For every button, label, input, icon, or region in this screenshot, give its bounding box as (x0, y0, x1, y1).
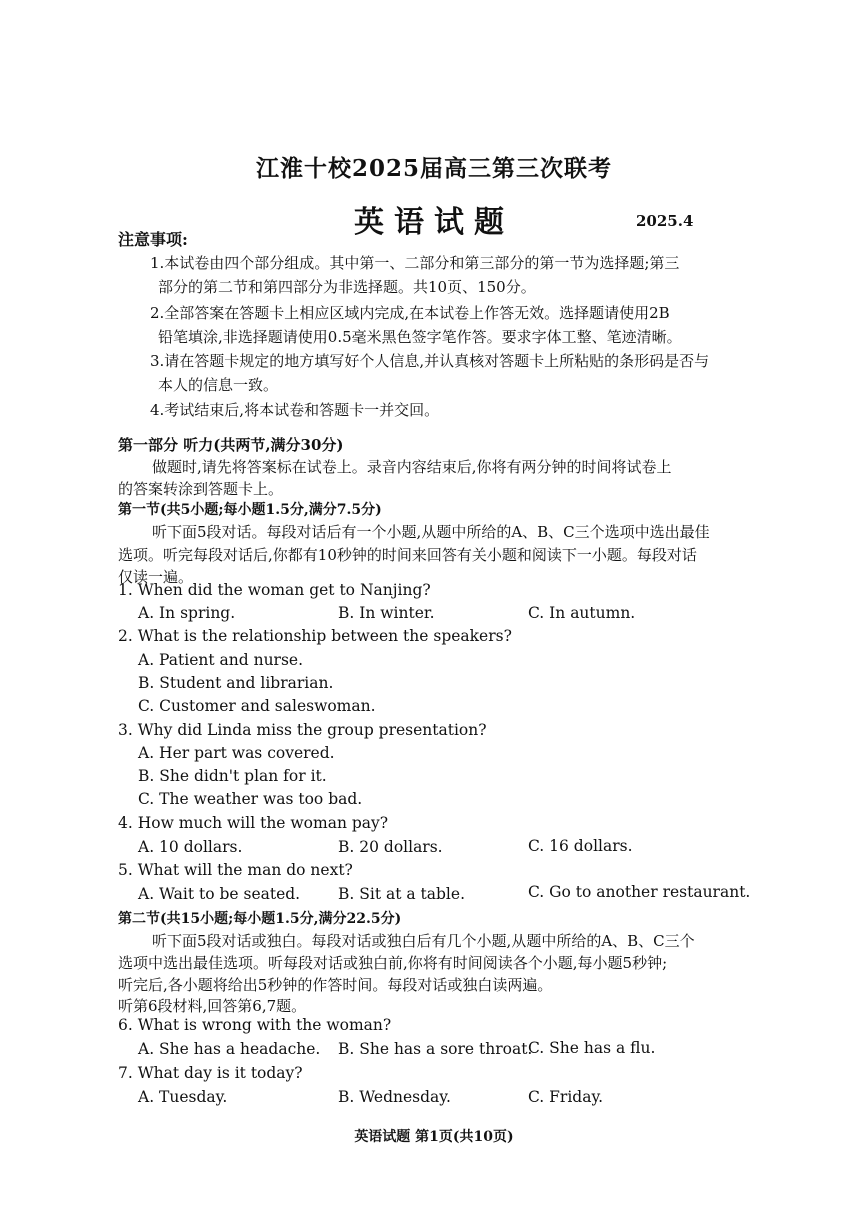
exam-date: 2025.4 (636, 212, 694, 230)
section1-intro: 选项。听完每段对话后,你都有10秒钟的时间来回答有关小题和阅读下一小题。每段对话 (118, 546, 697, 564)
option-a[interactable]: A. 10 dollars. (138, 838, 243, 856)
question-1: 1. When did the woman get to Nanjing? (118, 581, 431, 599)
question-7: 7. What day is it today? (118, 1064, 303, 1082)
notice-line: 3.请在答题卡规定的地方填写好个人信息,并认真核对答题卡上所粘贴的条形码是否与 (150, 352, 710, 370)
section2-heading: 第二节(共15小题;每小题1.5分,满分22.5分) (118, 911, 402, 927)
option-a[interactable]: A. Wait to be seated. (138, 885, 301, 903)
part1-intro: 的答案转涂到答题卡上。 (118, 480, 284, 498)
section1-heading: 第一节(共5小题;每小题1.5分,满分7.5分) (118, 502, 382, 518)
option-c[interactable]: C. Customer and saleswoman. (138, 697, 376, 715)
section2-intro: 听第6段材料,回答第6,7题。 (118, 997, 307, 1015)
option-b[interactable]: B. Wednesday. (338, 1088, 451, 1106)
option-c[interactable]: C. Friday. (528, 1088, 604, 1106)
option-b[interactable]: B. 20 dollars. (338, 838, 443, 856)
option-c[interactable]: C. 16 dollars. (528, 837, 633, 855)
notice-line: 部分的第二节和第四部分为非选择题。共10页、150分。 (158, 278, 536, 296)
question-5: 5. What will the man do next? (118, 861, 353, 879)
question-2: 2. What is the relationship between the speakers? (118, 627, 512, 645)
option-b[interactable]: B. Sit at a table. (338, 885, 465, 903)
subject-title: 英语试题 (354, 205, 514, 240)
notice-line: 2.全部答案在答题卡上相应区域内完成,在本试卷上作答无效。选择题请使用2B (150, 304, 670, 322)
section1-intro: 仅读一遍。 (118, 568, 194, 586)
question-6: 6. What is wrong with the woman? (118, 1016, 392, 1034)
question-3: 3. Why did Linda miss the group presentation? (118, 721, 487, 739)
notice-line: 1.本试卷由四个部分组成。其中第一、二部分和第三部分的第一节为选择题;第三 (150, 254, 680, 272)
notice-heading: 注意事项: (118, 230, 188, 249)
exam-title: 江淮十校2025届高三第三次联考 (255, 155, 612, 182)
question-4: 4. How much will the woman pay? (118, 814, 389, 832)
notice-line: 4.考试结束后,将本试卷和答题卡一并交回。 (150, 401, 440, 419)
option-a[interactable]: A. Patient and nurse. (138, 651, 304, 669)
option-c[interactable]: C. She has a flu. (528, 1039, 656, 1057)
option-b[interactable]: B. Student and librarian. (138, 674, 334, 692)
notice-line: 铅笔填涂,非选择题请使用0.5毫米黑色签字笔作答。要求字体工整、笔迹清晰。 (158, 328, 682, 346)
option-c[interactable]: C. Go to another restaurant. (528, 883, 751, 901)
section1-intro: 听下面5段对话。每段对话后有一个小题,从题中所给的A、B、C三个选项中选出最佳 (152, 523, 710, 541)
option-b[interactable]: B. She didn't plan for it. (138, 767, 327, 785)
page-footer: 英语试题 第1页(共10页) (354, 1129, 514, 1145)
section2-intro: 听完后,各小题将给出5秒钟的作答时间。每段对话或独白读两遍。 (118, 976, 553, 994)
option-a[interactable]: A. In spring. (138, 604, 236, 622)
part1-heading: 第一部分 听力(共两节,满分30分) (118, 436, 344, 454)
option-c[interactable]: C. In autumn. (528, 604, 636, 622)
option-a[interactable]: A. She has a headache. (138, 1040, 321, 1058)
section2-intro: 听下面5段对话或独白。每段对话或独白后有几个小题,从题中所给的A、B、C三个 (152, 932, 695, 950)
option-b[interactable]: B. She has a sore throat. (338, 1040, 533, 1058)
part1-intro: 做题时,请先将答案标在试卷上。录音内容结束后,你将有两分钟的时间将试卷上 (152, 458, 672, 476)
option-a[interactable]: A. Tuesday. (138, 1088, 228, 1106)
option-a[interactable]: A. Her part was covered. (138, 744, 335, 762)
option-c[interactable]: C. The weather was too bad. (138, 790, 363, 808)
notice-line: 本人的信息一致。 (158, 376, 279, 394)
section2-intro: 选项中选出最佳选项。听每段对话或独白前,你将有时间阅读各个小题,每小题5秒钟; (118, 954, 668, 972)
option-b[interactable]: B. In winter. (338, 604, 435, 622)
